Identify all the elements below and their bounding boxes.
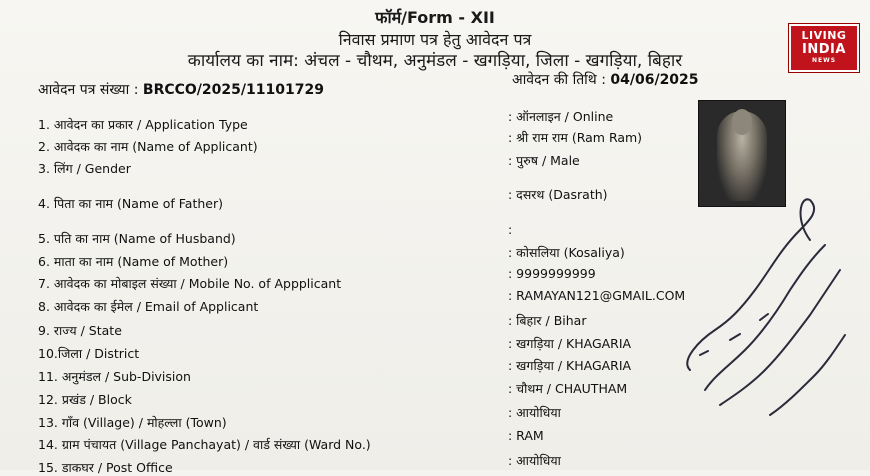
field-label-panchayat: 14. ग्राम पंचायत (Village Panchayat) / वार्ड संख्या (Ward No.) xyxy=(38,437,371,452)
field-value-post-office: : आयोधिया xyxy=(508,453,561,468)
field-label-district: 10.जिला / District xyxy=(38,346,140,361)
logo-line-news: NEWS xyxy=(811,57,837,64)
form-title: फॉर्म/Form - XII xyxy=(375,8,495,27)
field-label-gender: 3. लिंग / Gender xyxy=(38,161,131,176)
field-value-village: : आयोधिया xyxy=(508,405,561,420)
office-name: कार्यालय का नाम: अंचल - चौथम, अनुमंडल - खगड़िया, जिला - खगड़िया, बिहार xyxy=(187,51,683,71)
field-label-block: 12. प्रखंड / Block xyxy=(38,392,132,407)
field-label-application-type: 1. आवेदन का प्रकार / Application Type xyxy=(38,117,248,132)
field-value-sub-division: : खगड़िया / KHAGARIA xyxy=(508,358,632,373)
field-value-gender: : पुरुष / Male xyxy=(508,153,580,168)
form-subtitle: निवास प्रमाण पत्र हेतु आवेदन पत्र xyxy=(338,30,532,49)
logo-line-living: LIVING xyxy=(801,29,847,42)
field-label-village: 13. गाँव (Village) / मोहल्ला (Town) xyxy=(38,415,227,430)
field-label-email: 8. आवेदक का ईमेल / Email of Applicant xyxy=(38,299,259,314)
application-number xyxy=(38,80,324,99)
field-label-father-name: 4. पिता का नाम (Name of Father) xyxy=(38,196,223,211)
field-label-state: 9. राज्य / State xyxy=(38,323,122,338)
handwritten-signature xyxy=(660,190,860,430)
field-value-email: : RAMAYAN121@GMAIL.COM xyxy=(508,288,686,303)
field-value-mobile: : 9999999999 xyxy=(508,266,596,281)
field-value-application-type: : ऑनलाइन / Online xyxy=(508,109,614,124)
field-value-applicant-name: : श्री राम राम (Ram Ram) xyxy=(508,130,643,145)
field-value-husband-name: : xyxy=(508,222,513,237)
field-value-father-name: : दसरथ (Dasrath) xyxy=(508,187,608,202)
field-label-sub-division: 11. अनुमंडल / Sub-Division xyxy=(38,369,191,384)
field-label-mobile: 7. आवेदक का मोबाइल संख्या / Mobile No. of Appplicant xyxy=(38,276,342,291)
field-value-block: : चौथम / CHAUTHAM xyxy=(508,381,628,396)
field-value-district: : खगड़िया / KHAGARIA xyxy=(508,336,632,351)
application-number-value: BRCCO/2025/11101729 xyxy=(142,82,324,98)
application-date xyxy=(512,70,699,89)
field-value-state: : बिहार / Bihar xyxy=(508,313,587,328)
application-number-label: आवेदन पत्र संख्या : xyxy=(38,82,139,98)
field-value-panchayat: : RAM xyxy=(508,428,544,443)
photo-head xyxy=(732,109,752,135)
field-label-mother-name: 6. माता का नाम (Name of Mother) xyxy=(38,254,229,269)
application-date-value: 04/06/2025 xyxy=(610,72,699,88)
field-label-post-office: 15. डाकघर / Post Office xyxy=(38,460,173,475)
living-india-news-logo xyxy=(789,24,859,72)
field-label-applicant-name: 2. आवेदक का नाम (Name of Applicant) xyxy=(38,139,258,154)
field-value-mother-name: : कोसलिया (Kosaliya) xyxy=(508,245,625,260)
application-date-label: आवेदन की तिथि : xyxy=(512,72,606,88)
logo-line-india: INDIA xyxy=(802,42,846,57)
field-label-husband-name: 5. पति का नाम (Name of Husband) xyxy=(38,231,236,246)
